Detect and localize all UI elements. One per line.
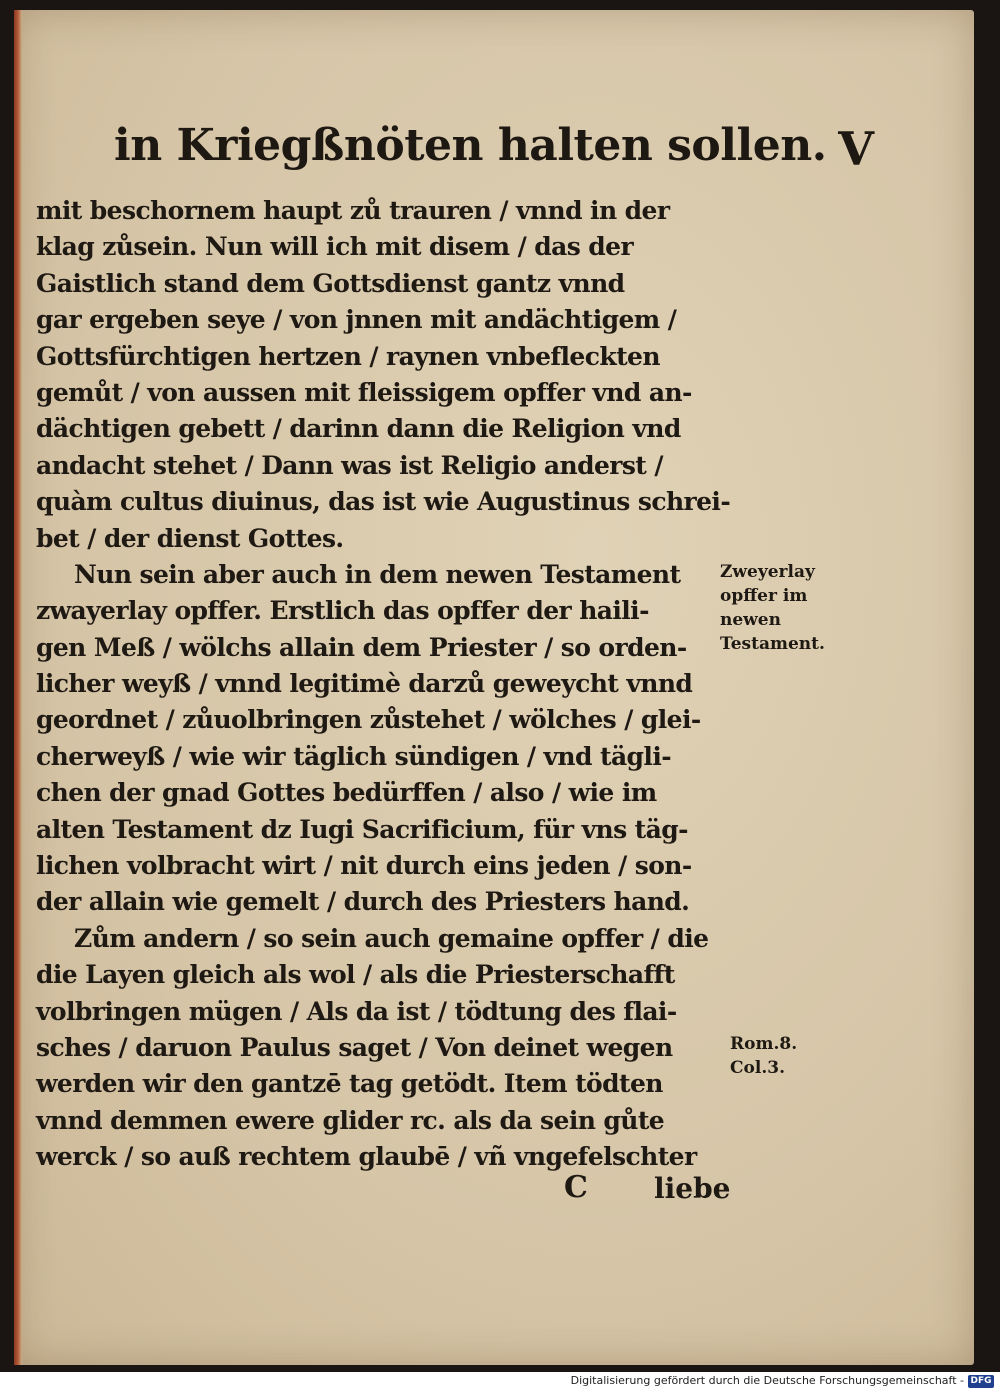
text-line: alten Testament dz Iugi Sacrificium, für vns täg- [36,814,688,844]
text-line: die Layen gleich als wol / als die Priesterschafft [36,960,675,990]
text-line: gar ergeben seye / von jnnen mit andächtigem / [36,305,677,335]
dfg-logo: DFG [968,1375,994,1388]
text-line: cherweyß / wie wir täglich sündigen / vnd tägli- [36,741,671,771]
text-line: lichen volbracht wirt / nit durch eins jeden / son- [36,851,692,881]
text-line: werck / so auß rechtem glaubē / vñ vngefelschter [36,1142,697,1172]
text-line: mit beschornem haupt zů trauren / vnnd in der [36,196,670,225]
footer-bar [0,1372,1000,1391]
body-text [36,193,746,1176]
text-line: Gaistlich stand dem Gottsdienst gantz vnnd [36,268,625,298]
text-line: bet / der dienst Gottes. [36,523,344,553]
text-line: Zům andern / so sein auch gemaine opffer / die [74,923,709,953]
text-line: dächtigen gebett / darinn dann die Religion vnd [36,414,681,444]
signature-mark: C [564,1170,588,1205]
text-line: andacht stehet / Dann was ist Religio anderst / [36,450,663,480]
book-page [14,10,974,1365]
text-line: Nun sein aber auch in dem newen Testament [74,559,681,589]
text-line: Gottsfürchtigen hertzen / raynen vnbefleckten [36,341,660,371]
catchword: liebe [654,1172,731,1205]
margin-note: Zweyerlay opffer im newen Testament. [720,562,825,654]
margin-note-reference: Rom.8. Col.3. [730,1034,798,1078]
footer-credit: Digitalisierung gefördert durch die Deutsche Forschungsgemeinschaft - [570,1374,964,1387]
text-line: sches / daruon Paulus saget / Von deinet wegen [36,1032,673,1062]
text-line: gen Meß / wölchs allain dem Priester / so orden- [36,632,687,662]
page-header [114,120,874,190]
folio-mark: V [838,122,874,176]
text-line: geordnet / zůuolbringen zůstehet / wölches / glei- [36,705,701,735]
text-line: volbringen mügen / Als da ist / tödtung des flai- [36,996,677,1026]
text-line: vnnd demmen ewere glider rc. als da sein gůte [36,1105,665,1135]
text-line: der allain wie gemelt / durch des Priesters hand. [36,887,690,917]
text-line: werden wir den gantzē tag getödt. Item tödten [36,1069,663,1099]
text-line: quàm cultus diuinus, das ist wie Augustinus schrei- [36,487,731,517]
running-head: in Kriegßnöten halten sollen. [114,120,827,171]
text-line: chen der gnad Gottes bedürffen / also / wie im [36,778,657,808]
text-line: licher weyß / vnnd legitimè darzů geweycht vnnd [36,669,693,699]
text-line: zwayerlay opffer. Erstlich das opffer der haili- [36,596,649,626]
text-line: klag zůsein. Nun will ich mit disem / das der [36,232,634,262]
text-line: gemůt / von aussen mit fleissigem opffer vnd an- [36,377,692,407]
page-edge [14,10,22,1365]
